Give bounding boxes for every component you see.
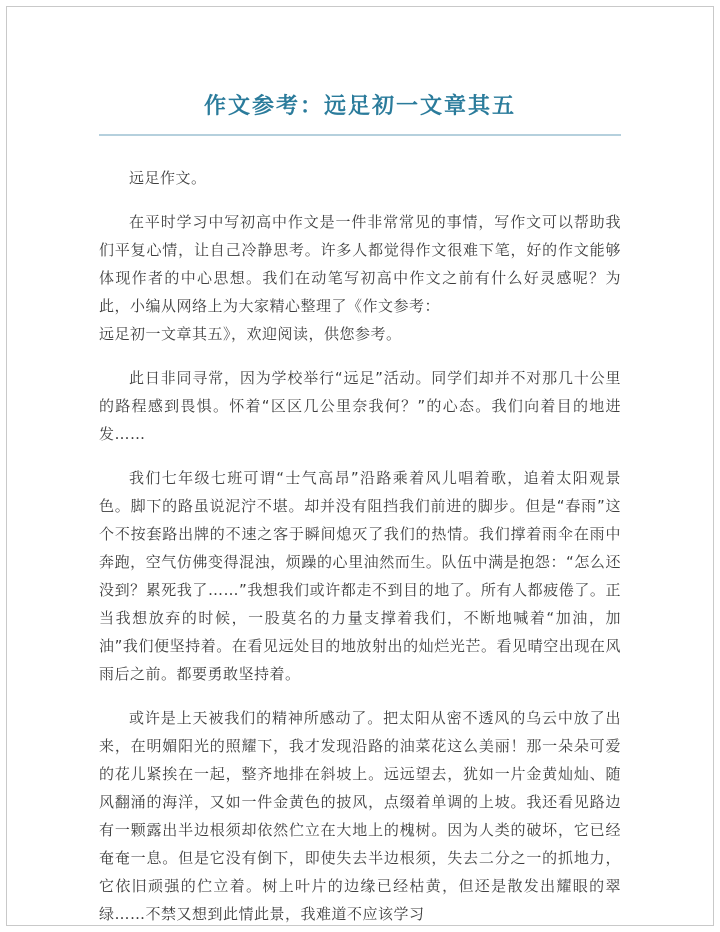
document-page	[6, 6, 714, 926]
paragraph-editor-note: 在平时学习中写初高中作文是一件非常常见的事情，写作文可以帮助我们平复心情，让自己冷静思考。许多人都觉得作文很难下笔，好的作文能够体现作者的中心思想。我们在动笔写初高中作文之前有什么好灵感呢？为此，小编从网络上为大家精心整理了《作文参考：	[99, 213, 621, 315]
paragraph-essay-3: 或许是上天被我们的精神所感动了。把太阳从密不透风的乌云中放了出来，在明媚阳光的照耀下，我才发现沿路的油菜花这么美丽！那一朵朵可爱的花儿紧挨在一起，整齐地排在斜坡上。远远望去，犹如一片金黄灿灿、随风翻涌的海洋，又如一件金黄色的披风，点缀着单调的上坡。我还看见路边有一颗露出半边根须却依然伫立在大地上的槐树。因为人类的破坏，它已经奄奄一息。但是它没有倒下，即使失去半边根须，失去二分之一的抓地力，它依旧顽强的伫立着。树上叶片的边缘已经枯黄，但还是散发出耀眼的翠绿……不禁又想到此情此景，我难道不应该学习	[99, 709, 621, 923]
paragraph-essay-2: 我们七年级七班可谓“士气高昂”沿路乘着风儿唱着歌，追着太阳观景色。脚下的路虽说泥泞不堪。却并没有阻挡我们前进的脚步。但是“春雨”这个不按套路出牌的不速之客于瞬间熄灭了我们的热情。我们撑着雨伞在雨中奔跑，空气仿佛变得混浊，烦躁的心里油然而生。队伍中满是抱怨：“怎么还没到？累死我了……”我想我们或许都走不到目的地了。所有人都疲倦了。正当我想放弃的时候，一股莫名的力量支撑着我们，不断地喊着“加油，加油”我们便坚持着。在看见远处目的地放射出的灿烂光芒。看见晴空出现在风雨后之前。都要勇敢坚持着。	[99, 469, 621, 683]
paragraph-intro-label: 远足作文。	[129, 169, 207, 187]
paragraph-editor-note-continued: 远足初一文章其五》，欢迎阅读，供您参考。	[99, 325, 402, 343]
page-title: 作文参考：远足初一文章其五	[203, 94, 516, 119]
document-body	[99, 164, 621, 926]
title-divider	[99, 134, 621, 136]
paragraph-essay-1: 此日非同寻常，因为学校举行“远足”活动。同学们却并不对那几十公里的路程感到畏惧。怀着“区区几公里奈我何？”的心态。我们向着目的地进发……	[99, 369, 621, 443]
